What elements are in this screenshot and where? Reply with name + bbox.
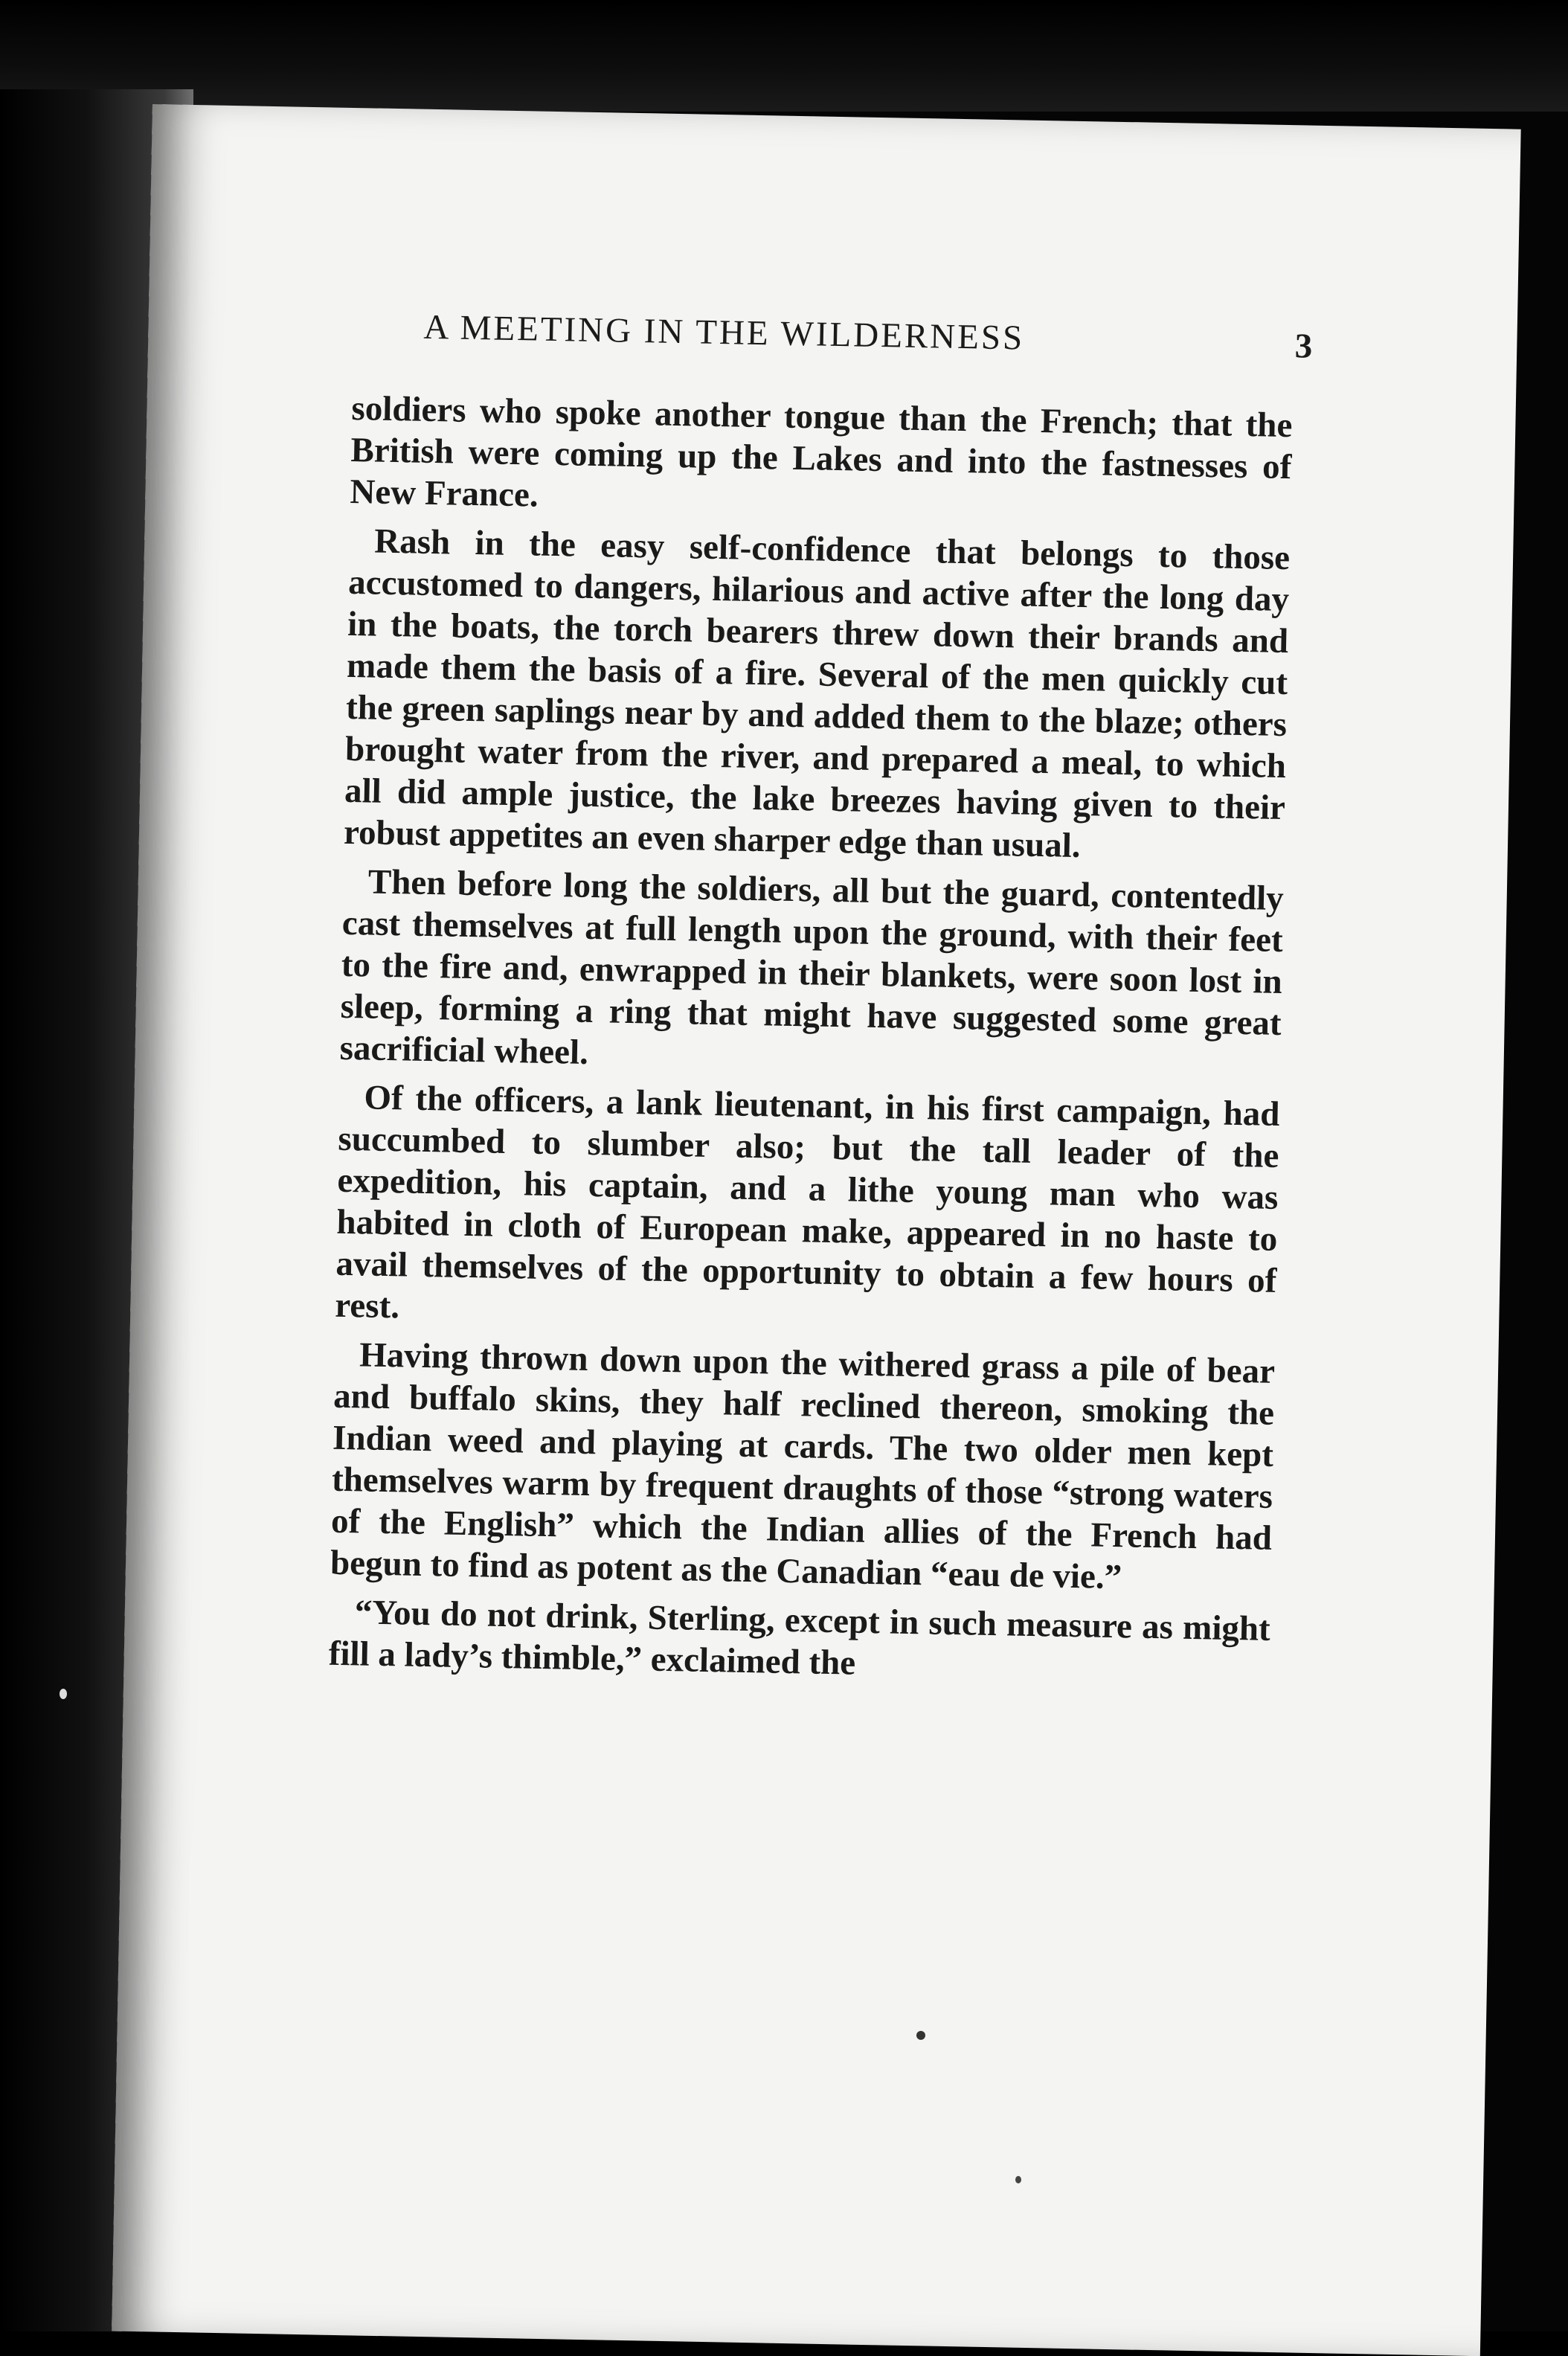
body-text (328, 388, 1292, 1692)
scan-speck (916, 2031, 925, 2040)
paragraph: Rash in the easy self-confidence that belongs to those accustomed to dangers, hilarious and active after the long day in the boats, the torch bearers threw down their brands and made them the basis of a fire. Several of the men quickly cut the green saplings near by and added them to the blaze; others brought water from the river, and prepared a meal, to which all did ample justice, the lake breezes having given to their robust appetites an even sharper edge than usual. (343, 521, 1291, 866)
paragraph: Having thrown down upon the withered grass a pile of bear and buffalo skins, they half reclined thereon, smoking the Indian weed and playing at cards. The two older men kept themselves warm by frequent draughts of those “strong waters of the English” which the Indian allies of the French had begun to find as potent as the Canadian “eau de vie.” (330, 1335, 1276, 1597)
paragraph: “You do not drink, Sterling, except in such measure as might fill a lady’s thimble,” exclaimed the (328, 1593, 1271, 1683)
running-title: A MEETING IN THE WILDERNESS (423, 307, 1025, 358)
book-page (112, 104, 1521, 2356)
paragraph: soldiers who spoke another tongue than the French; that the British were coming up the Lakes and into the fastnesses of New France. (350, 388, 1293, 515)
scan-speck (1015, 2176, 1021, 2183)
paragraph: Of the officers, a lank lieutenant, in his first campaign, had succumbed to slumber also; but the tall leader of the expedition, his captain, and a lithe young man who was habited in cloth of European make, appeared in no haste to avail themselves of the opportunity to obtain a few hours of rest. (334, 1078, 1280, 1326)
page-number: 3 (1294, 327, 1313, 366)
scan-top-edge (0, 0, 1568, 112)
running-header (352, 306, 1313, 405)
page-content (328, 306, 1313, 1699)
scan-speck (60, 1689, 67, 1699)
paragraph: Then before long the soldiers, all but the guard, contentedly cast themselves at full length upon the ground, with their feet to the fire and, enwrapped in their blankets, were soon lost in sleep, forming a ring that might have suggested some great sacrificial wheel. (339, 862, 1285, 1072)
